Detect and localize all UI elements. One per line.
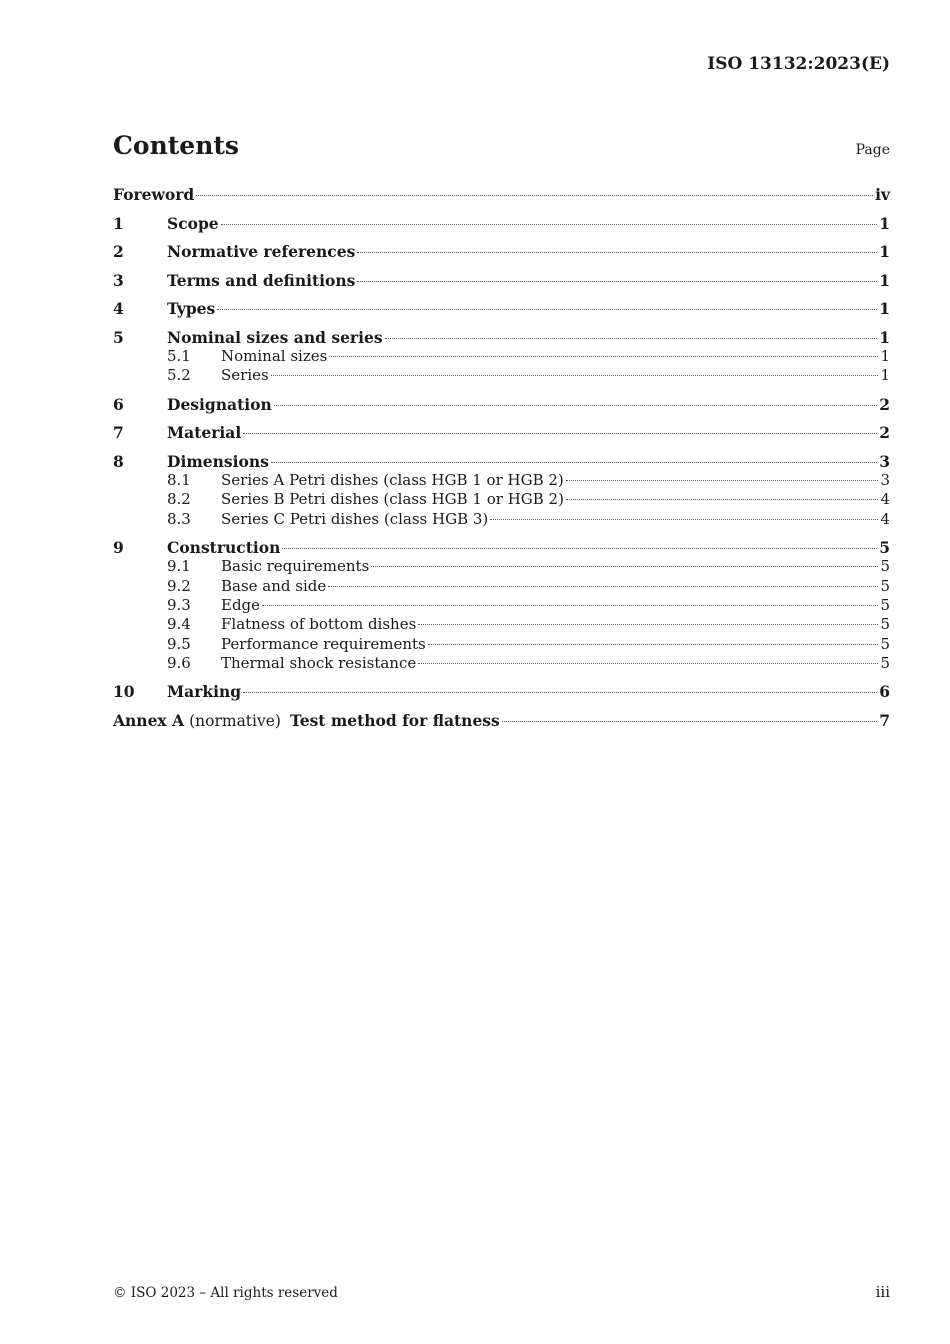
toc-page: 5 [880,557,890,576]
toc-page: 1 [879,270,890,290]
page-number: iii [875,1283,890,1301]
annex-prefix: Annex A [113,710,185,730]
toc-label: Construction [167,537,281,557]
toc-number: 1 [113,213,124,233]
toc-entry-6[interactable] [113,395,890,415]
toc-label: Types [167,299,216,318]
toc-entry-9[interactable] [113,538,890,558]
dot-leader [357,252,877,253]
toc-entry-10[interactable] [113,682,890,702]
toc-label: Designation [167,394,272,414]
toc-page: 1 [880,366,890,385]
toc-label: Material [167,423,242,443]
toc-page: 5 [880,653,890,672]
toc-page: 4 [880,509,890,528]
toc-entry-annex-a[interactable] [113,711,890,731]
toc-entry-5-2[interactable] [113,366,890,385]
toc-number: 6 [113,394,124,414]
toc-label: Performance requirements [221,634,426,653]
toc-label: Normative references [167,242,356,261]
dot-leader [196,195,873,196]
dot-leader [243,692,877,693]
toc-number: 3 [113,270,124,290]
toc-label: Terms and definitions [167,270,356,290]
dot-leader [217,309,877,310]
dot-leader [566,499,878,500]
toc-entry-9-5[interactable] [113,635,890,654]
dot-leader [371,566,878,567]
dot-leader [282,548,877,549]
toc-page: 2 [879,423,890,443]
dot-leader [428,644,879,645]
dot-leader [329,356,878,357]
toc-entry-9-3[interactable] [113,596,890,615]
toc-page: 5 [880,596,890,615]
toc-page: 2 [879,394,890,414]
toc-number: 9.6 [167,653,191,672]
toc-number: 8 [113,451,124,471]
dot-leader [490,519,878,520]
toc-entry-4[interactable] [113,299,890,319]
toc-number: 8.2 [167,490,191,509]
toc-number: 9.2 [167,576,191,595]
contents-title: Contents [113,131,240,160]
dot-leader [271,462,877,463]
toc-label: Series C Petri dishes (class HGB 3) [221,509,489,528]
page-column-label: Page [855,142,890,158]
toc-page: 1 [879,242,890,261]
toc-label: Nominal sizes and series [167,327,383,347]
toc-entry-5[interactable] [113,328,890,348]
toc-page: 4 [880,490,890,509]
toc-label: Series [221,366,269,385]
toc-page: 3 [879,451,890,471]
toc-page: 5 [879,537,890,557]
toc-page: 1 [879,213,890,233]
toc-page: iv [875,185,890,204]
toc-label: Marking [167,682,242,702]
toc-label: Edge [221,596,261,615]
toc-number: 8.1 [167,471,191,490]
dot-leader [271,375,879,376]
toc-number: 9 [113,537,124,557]
toc-number: 9.4 [167,615,191,634]
dot-leader [502,721,877,722]
dot-leader [274,405,877,406]
toc-label: Nominal sizes [221,347,328,365]
dot-leader [385,338,878,339]
toc-entry-9-6[interactable] [113,654,890,673]
toc-page: 7 [879,710,890,730]
toc-page: 1 [879,299,890,318]
toc-page: 6 [879,682,890,702]
toc-entry-9-4[interactable] [113,615,890,634]
toc-page: 5 [880,634,890,653]
toc-label: Series B Petri dishes (class HGB 1 or HGB 2) [221,490,564,509]
toc-page: 5 [880,576,890,595]
toc-page: 1 [880,347,890,365]
toc-entry-8[interactable] [113,452,890,472]
toc-entry-5-1[interactable] [113,347,890,366]
toc-page: 3 [880,471,890,490]
toc-page: 1 [879,327,890,347]
toc-entry-8-1[interactable] [113,471,890,490]
toc-label: Series A Petri dishes (class HGB 1 or HGB 2) [221,471,564,490]
copyright-notice: © ISO 2023 – All rights reserved [113,1285,338,1301]
toc-entry-9-1[interactable] [113,557,890,576]
toc-label: Base and side [221,576,327,595]
toc-number: 7 [113,423,124,443]
dot-leader [221,224,878,225]
toc-label: Test method for flatness [289,710,500,730]
toc-label: Scope [167,213,219,233]
annex-qualifier: (normative) [189,711,281,730]
toc-number: 8.3 [167,509,191,528]
toc-number: 9.5 [167,634,191,653]
toc-number: 10 [113,682,135,702]
toc-number: 9.1 [167,557,191,576]
toc-label: Dimensions [167,451,269,471]
dot-leader [357,281,877,282]
toc-page: 5 [880,615,890,634]
toc-entry-8-3[interactable] [113,510,890,529]
toc-label: Flatness of bottom dishes [221,615,417,634]
dot-leader [566,480,879,481]
toc-number: 5.1 [167,347,191,365]
toc-entry-1[interactable] [113,214,890,234]
toc-number: 4 [113,299,124,318]
toc-entry-foreword[interactable] [113,185,890,205]
toc-entry-8-2[interactable] [113,490,890,509]
toc-entry-9-2[interactable] [113,577,890,596]
dot-leader [262,605,878,606]
toc-label: Thermal shock resistance [221,653,417,672]
toc-number: 2 [113,242,124,261]
document-id: ISO 13132:2023(E) [707,54,890,74]
toc-entry-3[interactable] [113,271,890,291]
toc-number: 5.2 [167,366,191,385]
toc-label: Basic requirements [221,557,370,576]
dot-leader [418,624,878,625]
dot-leader [243,433,877,434]
toc-entry-7[interactable] [113,423,890,443]
toc-number: 5 [113,327,124,347]
toc-label: Foreword [113,185,195,204]
table-of-contents [113,185,890,730]
dot-leader [328,586,878,587]
toc-entry-2[interactable] [113,242,890,262]
toc-number: 9.3 [167,596,191,615]
dot-leader [418,663,878,664]
